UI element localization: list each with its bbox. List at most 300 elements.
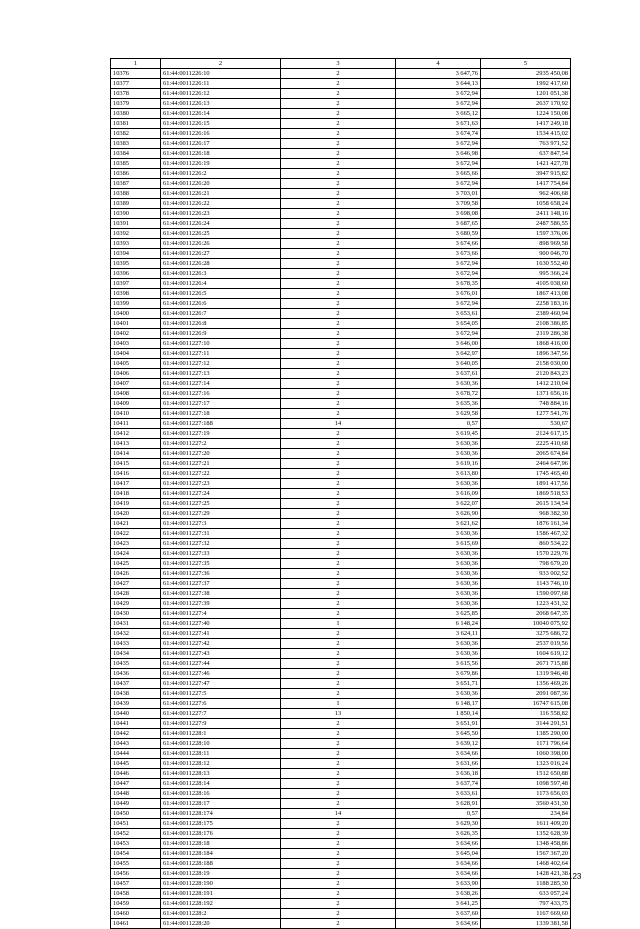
cadastral-number-cell: 61:44:0011227:25 [161, 499, 281, 509]
category-code-cell: 2 [281, 369, 396, 379]
table-row [111, 649, 571, 659]
cadastral-number-cell: 61:44:0011228:11 [161, 749, 281, 759]
table-row [111, 249, 571, 259]
area-value-cell: 3 679,86 [396, 669, 481, 679]
cadastral-value-cell: 2935 450,08 [481, 69, 571, 79]
cadastral-value-cell: 1597 376,06 [481, 229, 571, 239]
cadastral-number-cell: 61:44:0011227:6 [161, 699, 281, 709]
table-row [111, 229, 571, 239]
cadastral-number-cell: 61:44:0011227:9 [161, 719, 281, 729]
category-code-cell: 14 [281, 809, 396, 819]
area-value-cell: 3 665,66 [396, 169, 481, 179]
area-value-cell: 3 638,26 [396, 889, 481, 899]
category-code-cell: 2 [281, 679, 396, 689]
table-row [111, 629, 571, 639]
area-value-cell: 3 630,36 [396, 559, 481, 569]
row-index-cell: 10387 [111, 179, 161, 189]
cadastral-value-cell: 1417 754,84 [481, 179, 571, 189]
category-code-cell: 2 [281, 269, 396, 279]
table-row [111, 739, 571, 749]
cadastral-value-cell: 3275 686,72 [481, 629, 571, 639]
cadastral-number-cell: 61:44:0011226:15 [161, 119, 281, 129]
cadastral-value-cell: 2119 286,38 [481, 329, 571, 339]
row-index-cell: 10414 [111, 449, 161, 459]
table-row [111, 579, 571, 589]
cadastral-value-cell: 1876 161,34 [481, 519, 571, 529]
row-index-cell: 10432 [111, 629, 161, 639]
table-row [111, 69, 571, 79]
cadastral-number-cell: 61:44:0011226:22 [161, 199, 281, 209]
row-index-cell: 10452 [111, 829, 161, 839]
category-code-cell: 2 [281, 729, 396, 739]
area-value-cell: 3 637,60 [396, 909, 481, 919]
cadastral-value-cell: 1371 656,16 [481, 389, 571, 399]
cadastral-number-cell: 61:44:0011226:10 [161, 69, 281, 79]
area-value-cell: 3 645,50 [396, 729, 481, 739]
cadastral-number-cell: 61:44:0011227:7 [161, 709, 281, 719]
row-index-cell: 10420 [111, 509, 161, 519]
cadastral-number-cell: 61:44:0011227:19 [161, 429, 281, 439]
category-code-cell: 2 [281, 179, 396, 189]
column-header-2: 2 [161, 59, 281, 69]
cadastral-value-cell: 1098 597,48 [481, 779, 571, 789]
category-code-cell: 2 [281, 669, 396, 679]
category-code-cell: 2 [281, 249, 396, 259]
row-index-cell: 10438 [111, 689, 161, 699]
cadastral-number-cell: 61:44:0011228:175 [161, 819, 281, 829]
table-row [111, 519, 571, 529]
cadastral-number-cell: 61:44:0011227:22 [161, 469, 281, 479]
row-index-cell: 10421 [111, 519, 161, 529]
cadastral-number-cell: 61:44:0011227:38 [161, 589, 281, 599]
table-row [111, 149, 571, 159]
area-value-cell: 3 709,58 [396, 199, 481, 209]
cadastral-number-cell: 61:44:0011227:11 [161, 349, 281, 359]
cadastral-value-cell: 10040 075,92 [481, 619, 571, 629]
table-row [111, 669, 571, 679]
table-row [111, 289, 571, 299]
area-value-cell: 3 634,66 [396, 749, 481, 759]
table-row [111, 639, 571, 649]
table-row [111, 429, 571, 439]
row-index-cell: 10382 [111, 129, 161, 139]
row-index-cell: 10378 [111, 89, 161, 99]
table-row [111, 189, 571, 199]
cadastral-number-cell: 61:44:0011228:192 [161, 899, 281, 909]
cadastral-number-cell: 61:44:0011227:13 [161, 369, 281, 379]
cadastral-value-cell: 1339 381,58 [481, 919, 571, 929]
area-value-cell: 3 637,61 [396, 369, 481, 379]
area-value-cell: 3 628,91 [396, 799, 481, 809]
cadastral-value-cell: 1143 746,10 [481, 579, 571, 589]
row-index-cell: 10393 [111, 239, 161, 249]
row-index-cell: 10448 [111, 789, 161, 799]
category-code-cell: 2 [281, 239, 396, 249]
cadastral-number-cell: 61:44:0011228:184 [161, 849, 281, 859]
cadastral-value-cell: 1348 458,86 [481, 839, 571, 849]
area-value-cell: 3 672,94 [396, 299, 481, 309]
row-index-cell: 10431 [111, 619, 161, 629]
cadastral-number-cell: 61:44:0011228:176 [161, 829, 281, 839]
cadastral-number-cell: 61:44:0011227:33 [161, 549, 281, 559]
category-code-cell: 2 [281, 599, 396, 609]
cadastral-number-cell: 61:44:0011228:191 [161, 889, 281, 899]
table-row [111, 719, 571, 729]
area-value-cell: 3 630,36 [396, 689, 481, 699]
cadastral-number-cell: 61:44:0011227:37 [161, 579, 281, 589]
row-index-cell: 10383 [111, 139, 161, 149]
row-index-cell: 10388 [111, 189, 161, 199]
table-row [111, 369, 571, 379]
cadastral-number-cell: 61:44:0011226:26 [161, 239, 281, 249]
category-code-cell: 2 [281, 889, 396, 899]
table-row [111, 829, 571, 839]
cadastral-value-cell: 2258 183,16 [481, 299, 571, 309]
table-row [111, 839, 571, 849]
category-code-cell: 2 [281, 429, 396, 439]
category-code-cell: 2 [281, 919, 396, 929]
cadastral-value-cell: 637 847,54 [481, 149, 571, 159]
cadastral-number-cell: 61:44:0011226:7 [161, 309, 281, 319]
cadastral-number-cell: 61:44:0011226:3 [161, 269, 281, 279]
area-value-cell: 3 672,94 [396, 89, 481, 99]
area-value-cell: 3 629,58 [396, 409, 481, 419]
table-row [111, 319, 571, 329]
row-index-cell: 10406 [111, 369, 161, 379]
cadastral-value-cell: 798 679,20 [481, 559, 571, 569]
cadastral-value-cell: 1188 285,30 [481, 879, 571, 889]
table-row [111, 409, 571, 419]
row-index-cell: 10418 [111, 489, 161, 499]
area-value-cell: 3 646,00 [396, 339, 481, 349]
cadastral-number-cell: 61:44:0011226:14 [161, 109, 281, 119]
cadastral-value-cell: 1868 416,00 [481, 339, 571, 349]
category-code-cell: 2 [281, 739, 396, 749]
cadastral-value-cell: 1171 796,64 [481, 739, 571, 749]
table-row [111, 879, 571, 889]
area-value-cell: 3 651,91 [396, 719, 481, 729]
area-value-cell: 3 630,36 [396, 639, 481, 649]
area-value-cell: 3 703,01 [396, 189, 481, 199]
category-code-cell: 2 [281, 849, 396, 859]
table-row [111, 659, 571, 669]
row-index-cell: 10397 [111, 279, 161, 289]
cadastral-number-cell: 61:44:0011227:46 [161, 669, 281, 679]
area-value-cell: 3 630,36 [396, 579, 481, 589]
cadastral-number-cell: 61:44:0011227:20 [161, 449, 281, 459]
area-value-cell: 3 672,94 [396, 99, 481, 109]
row-index-cell: 10416 [111, 469, 161, 479]
table-row [111, 439, 571, 449]
row-index-cell: 10402 [111, 329, 161, 339]
category-code-cell: 2 [281, 349, 396, 359]
category-code-cell: 2 [281, 719, 396, 729]
area-value-cell: 3 630,36 [396, 569, 481, 579]
row-index-cell: 10410 [111, 409, 161, 419]
cadastral-number-cell: 61:44:0011228:13 [161, 769, 281, 779]
table-row [111, 389, 571, 399]
table-body [111, 69, 571, 929]
cadastral-value-cell: 1468 402,64 [481, 859, 571, 869]
area-value-cell: 3 631,66 [396, 759, 481, 769]
table-row [111, 269, 571, 279]
category-code-cell: 2 [281, 539, 396, 549]
table-row [111, 279, 571, 289]
row-index-cell: 10412 [111, 429, 161, 439]
cadastral-number-cell: 61:44:0011226:12 [161, 89, 281, 99]
cadastral-value-cell: 2065 674,84 [481, 449, 571, 459]
row-index-cell: 10424 [111, 549, 161, 559]
table-row [111, 709, 571, 719]
category-code-cell: 2 [281, 509, 396, 519]
table-row [111, 79, 571, 89]
cadastral-number-cell: 61:44:0011227:188 [161, 419, 281, 429]
area-value-cell: 3 630,36 [396, 599, 481, 609]
cadastral-number-cell: 61:44:0011226:8 [161, 319, 281, 329]
table-row [111, 569, 571, 579]
category-code-cell: 2 [281, 899, 396, 909]
area-value-cell: 3 672,94 [396, 179, 481, 189]
category-code-cell: 2 [281, 99, 396, 109]
row-index-cell: 10458 [111, 889, 161, 899]
column-header-4: 4 [396, 59, 481, 69]
category-code-cell: 2 [281, 189, 396, 199]
cadastral-value-cell: 1745 465,40 [481, 469, 571, 479]
area-value-cell: 3 687,65 [396, 219, 481, 229]
cadastral-value-cell: 2108 386,85 [481, 319, 571, 329]
table-row [111, 489, 571, 499]
area-value-cell: 3 630,36 [396, 449, 481, 459]
table-row [111, 419, 571, 429]
category-code-cell: 2 [281, 159, 396, 169]
table-row [111, 309, 571, 319]
cadastral-number-cell: 61:44:0011226:2 [161, 169, 281, 179]
cadastral-value-cell: 2464 647,96 [481, 459, 571, 469]
category-code-cell: 2 [281, 329, 396, 339]
category-code-cell: 2 [281, 309, 396, 319]
table-row [111, 509, 571, 519]
cadastral-value-cell: 2671 715,88 [481, 659, 571, 669]
cadastral-value-cell: 1412 210,04 [481, 379, 571, 389]
cadastral-number-cell: 61:44:0011227:44 [161, 659, 281, 669]
category-code-cell: 2 [281, 799, 396, 809]
area-value-cell: 3 630,36 [396, 589, 481, 599]
cadastral-value-cell: 748 884,16 [481, 399, 571, 409]
area-value-cell: 6 148,24 [396, 619, 481, 629]
row-index-cell: 10390 [111, 209, 161, 219]
area-value-cell: 3 634,66 [396, 869, 481, 879]
row-index-cell: 10395 [111, 259, 161, 269]
cadastral-value-cell: 16747 615,08 [481, 699, 571, 709]
row-index-cell: 10440 [111, 709, 161, 719]
area-value-cell: 3 651,71 [396, 679, 481, 689]
area-value-cell: 3 641,25 [396, 899, 481, 909]
category-code-cell: 2 [281, 589, 396, 599]
cadastral-number-cell: 61:44:0011228:12 [161, 759, 281, 769]
row-index-cell: 10453 [111, 839, 161, 849]
table-row [111, 119, 571, 129]
row-index-cell: 10403 [111, 339, 161, 349]
area-value-cell: 3 673,66 [396, 249, 481, 259]
area-value-cell: 3 678,72 [396, 389, 481, 399]
area-value-cell: 3 633,90 [396, 879, 481, 889]
table-row [111, 819, 571, 829]
row-index-cell: 10457 [111, 879, 161, 889]
area-value-cell: 3 676,01 [396, 289, 481, 299]
cadastral-value-cell: 3947 915,82 [481, 169, 571, 179]
area-value-cell: 3 625,85 [396, 609, 481, 619]
category-code-cell: 1 [281, 699, 396, 709]
cadastral-number-cell: 61:44:0011227:43 [161, 649, 281, 659]
area-value-cell: 3 639,12 [396, 739, 481, 749]
cadastral-number-cell: 61:44:0011226:6 [161, 299, 281, 309]
row-index-cell: 10411 [111, 419, 161, 429]
cadastral-value-cell: 2225 410,68 [481, 439, 571, 449]
category-code-cell: 2 [281, 829, 396, 839]
cadastral-number-cell: 61:44:0011228:16 [161, 789, 281, 799]
category-code-cell: 2 [281, 759, 396, 769]
cadastral-number-cell: 61:44:0011227:10 [161, 339, 281, 349]
cadastral-number-cell: 61:44:0011228:10 [161, 739, 281, 749]
category-code-cell: 2 [281, 469, 396, 479]
table-row [111, 459, 571, 469]
cadastral-value-cell: 933 002,52 [481, 569, 571, 579]
category-code-cell: 2 [281, 639, 396, 649]
cadastral-value-cell: 2389 460,94 [481, 309, 571, 319]
cadastral-value-cell: 1604 619,12 [481, 649, 571, 659]
category-code-cell: 2 [281, 299, 396, 309]
row-index-cell: 10394 [111, 249, 161, 259]
row-index-cell: 10433 [111, 639, 161, 649]
row-index-cell: 10384 [111, 149, 161, 159]
table-row [111, 449, 571, 459]
cadastral-value-cell: 995 366,24 [481, 269, 571, 279]
row-index-cell: 10429 [111, 599, 161, 609]
cadastral-value-cell: 1352 628,39 [481, 829, 571, 839]
cadastral-value-cell: 1421 427,78 [481, 159, 571, 169]
table-row [111, 169, 571, 179]
category-code-cell: 2 [281, 319, 396, 329]
cadastral-number-cell: 61:44:0011227:21 [161, 459, 281, 469]
cadastral-number-cell: 61:44:0011226:4 [161, 279, 281, 289]
row-index-cell: 10441 [111, 719, 161, 729]
table-row [111, 159, 571, 169]
table-row [111, 89, 571, 99]
row-index-cell: 10400 [111, 309, 161, 319]
category-code-cell: 2 [281, 489, 396, 499]
cadastral-number-cell: 61:44:0011227:29 [161, 509, 281, 519]
table-row [111, 359, 571, 369]
row-index-cell: 10385 [111, 159, 161, 169]
area-value-cell: 3 672,94 [396, 259, 481, 269]
category-code-cell: 2 [281, 609, 396, 619]
area-value-cell: 3 644,13 [396, 79, 481, 89]
cadastral-number-cell: 61:44:0011226:18 [161, 149, 281, 159]
area-value-cell: 3 674,74 [396, 129, 481, 139]
cadastral-value-cell: 1428 421,38 [481, 869, 571, 879]
row-index-cell: 10417 [111, 479, 161, 489]
category-code-cell: 2 [281, 559, 396, 569]
table-row [111, 559, 571, 569]
row-index-cell: 10443 [111, 739, 161, 749]
cadastral-value-cell: 763 971,52 [481, 139, 571, 149]
cadastral-value-cell: 1224 150,08 [481, 109, 571, 119]
row-index-cell: 10425 [111, 559, 161, 569]
table-row [111, 299, 571, 309]
row-index-cell: 10380 [111, 109, 161, 119]
cadastral-value-cell: 1167 669,60 [481, 909, 571, 919]
area-value-cell: 3 640,05 [396, 359, 481, 369]
row-index-cell: 10407 [111, 379, 161, 389]
area-value-cell: 3 633,61 [396, 789, 481, 799]
cadastral-value-cell: 1173 656,03 [481, 789, 571, 799]
area-value-cell: 3 678,35 [396, 279, 481, 289]
category-code-cell: 2 [281, 789, 396, 799]
table-row [111, 809, 571, 819]
area-value-cell: 1 850,14 [396, 709, 481, 719]
category-code-cell: 2 [281, 279, 396, 289]
table-row [111, 549, 571, 559]
cadastral-number-cell: 61:44:0011228:2 [161, 909, 281, 919]
cadastral-number-cell: 61:44:0011227:23 [161, 479, 281, 489]
cadastral-number-cell: 61:44:0011228:190 [161, 879, 281, 889]
area-value-cell: 3 619,16 [396, 459, 481, 469]
table-row [111, 479, 571, 489]
cadastral-value-cell: 900 046,70 [481, 249, 571, 259]
category-code-cell: 2 [281, 209, 396, 219]
area-value-cell: 3 619,45 [396, 429, 481, 439]
area-value-cell: 3 672,94 [396, 329, 481, 339]
category-code-cell: 2 [281, 689, 396, 699]
table-row [111, 139, 571, 149]
category-code-cell: 2 [281, 579, 396, 589]
cadastral-value-cell: 1896 347,56 [481, 349, 571, 359]
row-index-cell: 10444 [111, 749, 161, 759]
cadastral-number-cell: 61:44:0011227:39 [161, 599, 281, 609]
category-code-cell: 2 [281, 259, 396, 269]
cadastral-value-cell: 1630 552,40 [481, 259, 571, 269]
row-index-cell: 10435 [111, 659, 161, 669]
cadastral-value-cell: 1586 467,32 [481, 529, 571, 539]
table-row [111, 339, 571, 349]
area-value-cell: 3 647,76 [396, 69, 481, 79]
cadastral-value-cell: 2120 843,23 [481, 369, 571, 379]
category-code-cell: 2 [281, 79, 396, 89]
table-row [111, 679, 571, 689]
table-row [111, 919, 571, 929]
cadastral-number-cell: 61:44:0011226:25 [161, 229, 281, 239]
table-row [111, 889, 571, 899]
category-code-cell: 2 [281, 819, 396, 829]
area-value-cell: 3 674,66 [396, 239, 481, 249]
category-code-cell: 2 [281, 219, 396, 229]
table-row [111, 349, 571, 359]
table-row [111, 869, 571, 879]
area-value-cell: 3 630,36 [396, 549, 481, 559]
category-code-cell: 1 [281, 619, 396, 629]
cadastral-value-cell: 860 534,22 [481, 539, 571, 549]
row-index-cell: 10422 [111, 529, 161, 539]
table-row [111, 699, 571, 709]
cadastral-value-cell: 1319 946,48 [481, 669, 571, 679]
cadastral-number-cell: 61:44:0011227:16 [161, 389, 281, 399]
category-code-cell: 2 [281, 629, 396, 639]
row-index-cell: 10461 [111, 919, 161, 929]
row-index-cell: 10415 [111, 459, 161, 469]
table-row [111, 799, 571, 809]
cadastral-number-cell: 61:44:0011227:2 [161, 439, 281, 449]
cadastral-number-cell: 61:44:0011226:19 [161, 159, 281, 169]
